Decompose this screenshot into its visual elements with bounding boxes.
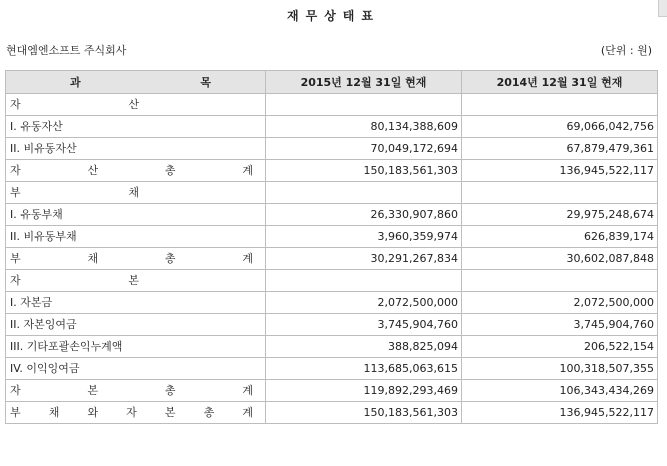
- value-cell-2015: [266, 182, 462, 204]
- table-row-item: [6, 314, 658, 336]
- value-cell-2014: 136,945,522,117: [462, 402, 658, 424]
- row-label: II. 비유동부채: [10, 230, 77, 243]
- value-cell-2015: 2,072,500,000: [266, 292, 462, 314]
- value-cell-2015: [266, 94, 462, 116]
- value-cell-2014: 29,975,248,674: [462, 204, 658, 226]
- col-header-subject: [6, 71, 266, 94]
- value-cell-2014: 206,522,154: [462, 336, 658, 358]
- row-label-char: 계: [242, 164, 253, 177]
- col-header-2015: 2015년 12월 31일 현재: [266, 71, 462, 94]
- row-label: IV. 이익잉여금: [10, 362, 80, 375]
- value-cell-2015: 150,183,561,303: [266, 160, 462, 182]
- table-row-item: [6, 292, 658, 314]
- table-row-item: [6, 116, 658, 138]
- row-subject-cell: [6, 182, 266, 204]
- value-cell-2015: 113,685,063,615: [266, 358, 462, 380]
- row-label-char: 와: [87, 406, 99, 419]
- row-label-char: 자: [10, 98, 21, 111]
- row-label-char: 본: [128, 274, 139, 287]
- row-subject-cell: [6, 380, 266, 402]
- row-label-char: 총: [164, 384, 176, 397]
- row-label: III. 기타포괄손익누계액: [10, 340, 123, 353]
- row-label-char: 채: [87, 252, 99, 265]
- value-cell-2015: 3,960,359,974: [266, 226, 462, 248]
- value-cell-2015: 388,825,094: [266, 336, 462, 358]
- row-subject-cell: [6, 248, 266, 270]
- row-label-char: 부: [10, 406, 21, 419]
- row-label-char: 본: [164, 406, 176, 419]
- row-subject-cell: [6, 358, 266, 380]
- col-header-subject-char: 목: [200, 75, 211, 89]
- table-row-section: [6, 94, 658, 116]
- row-label-char: 산: [87, 164, 99, 177]
- value-cell-2014: 30,602,087,848: [462, 248, 658, 270]
- value-cell-2015: 30,291,267,834: [266, 248, 462, 270]
- value-cell-2014: 3,745,904,760: [462, 314, 658, 336]
- row-label-char: 총: [203, 406, 215, 419]
- row-label-char: 자: [10, 164, 21, 177]
- row-label: II. 자본잉여금: [10, 318, 77, 331]
- company-name: 현대엠엔소프트 주식회사: [6, 44, 127, 57]
- value-cell-2015: 3,745,904,760: [266, 314, 462, 336]
- row-subject-cell: [6, 336, 266, 358]
- balance-sheet-table: [5, 70, 658, 424]
- row-label: I. 자본금: [10, 296, 53, 309]
- value-cell-2015: 70,049,172,694: [266, 138, 462, 160]
- value-cell-2015: 150,183,561,303: [266, 402, 462, 424]
- value-cell-2014: 69,066,042,756: [462, 116, 658, 138]
- value-cell-2015: 80,134,388,609: [266, 116, 462, 138]
- row-subject-cell: [6, 314, 266, 336]
- value-cell-2014: [462, 182, 658, 204]
- table-row-item: [6, 358, 658, 380]
- value-cell-2015: [266, 270, 462, 292]
- row-subject-cell: [6, 204, 266, 226]
- table-row-item: [6, 336, 658, 358]
- table-row-grand: [6, 402, 658, 424]
- table-row-section: [6, 270, 658, 292]
- row-subject-cell: [6, 226, 266, 248]
- table-row-total: [6, 160, 658, 182]
- row-label-char: 채: [128, 186, 139, 199]
- row-label: I. 유동부채: [10, 208, 63, 221]
- row-label-char: 계: [242, 384, 253, 397]
- row-label-char: 자: [126, 406, 137, 419]
- row-subject-cell: [6, 270, 266, 292]
- value-cell-2015: 26,330,907,860: [266, 204, 462, 226]
- row-label-char: 계: [242, 252, 253, 265]
- row-label-char: 총: [164, 252, 176, 265]
- row-label-char: 채: [48, 406, 60, 419]
- page-title: 재무상태표: [287, 9, 380, 23]
- row-subject-cell: [6, 160, 266, 182]
- row-subject-cell: [6, 138, 266, 160]
- table-row-section: [6, 182, 658, 204]
- value-cell-2014: 626,839,174: [462, 226, 658, 248]
- row-label-char: 총: [164, 164, 176, 177]
- col-header-subject-char: 과: [70, 75, 81, 89]
- row-label-char: 부: [10, 186, 21, 199]
- table-row-total: [6, 248, 658, 270]
- value-cell-2014: 2,072,500,000: [462, 292, 658, 314]
- value-cell-2014: 100,318,507,355: [462, 358, 658, 380]
- row-label-char: 산: [128, 98, 139, 111]
- row-subject-cell: [6, 402, 266, 424]
- col-header-2014: 2014년 12월 31일 현재: [462, 71, 658, 94]
- value-cell-2014: [462, 270, 658, 292]
- table-row-total: [6, 380, 658, 402]
- row-label: II. 비유동자산: [10, 142, 77, 155]
- row-subject-cell: [6, 94, 266, 116]
- value-cell-2014: 136,945,522,117: [462, 160, 658, 182]
- table-body: [6, 94, 658, 424]
- table-header-row: [6, 71, 658, 94]
- value-cell-2014: [462, 94, 658, 116]
- row-label-char: 본: [87, 384, 99, 397]
- value-cell-2014: 106,343,434,269: [462, 380, 658, 402]
- table-row-item: [6, 138, 658, 160]
- row-subject-cell: [6, 292, 266, 314]
- row-label-char: 자: [10, 274, 21, 287]
- row-label-char: 계: [242, 406, 253, 419]
- row-subject-cell: [6, 116, 266, 138]
- table-row-item: [6, 226, 658, 248]
- row-label: I. 유동자산: [10, 120, 63, 133]
- table-row-item: [6, 204, 658, 226]
- value-cell-2015: 119,892,293,469: [266, 380, 462, 402]
- row-label-char: 부: [10, 252, 21, 265]
- value-cell-2014: 67,879,479,361: [462, 138, 658, 160]
- row-label-char: 자: [10, 384, 21, 397]
- unit-label: (단위 : 원): [600, 44, 652, 57]
